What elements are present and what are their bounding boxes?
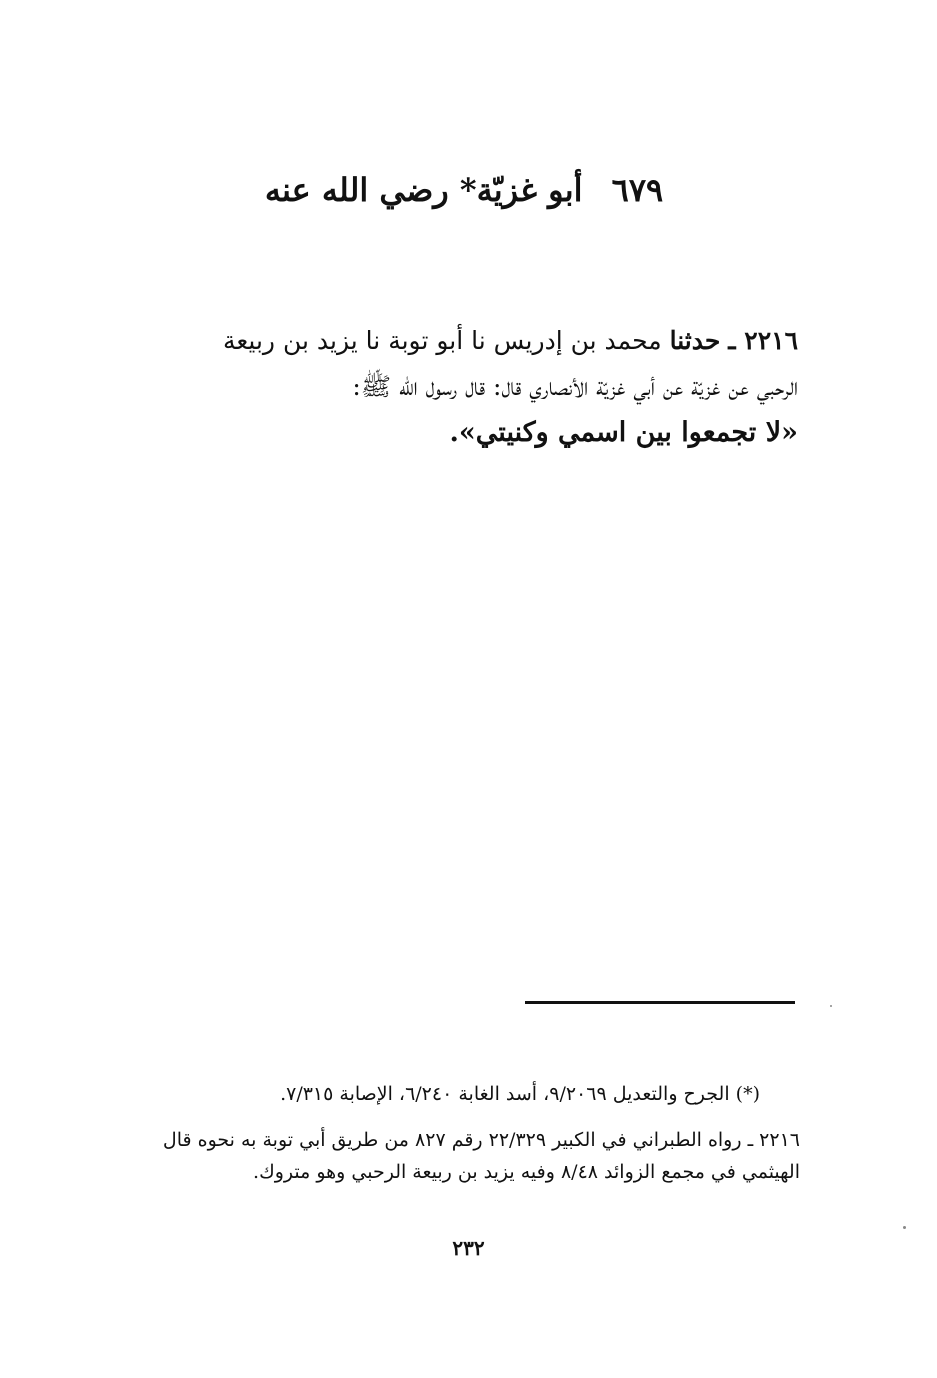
hadith-lead-word: حدثنا (669, 326, 721, 355)
chapter-heading (120, 168, 808, 212)
footnote-separator (525, 1001, 795, 1004)
footnotes (118, 1078, 800, 1188)
scan-speck (903, 1226, 906, 1229)
footnote-takhrij-line-1: ٢٢١٦ ـ رواه الطبراني في الكبير ٢٢/٣٢٩ رقم ٨٢٧ من طريق أبي توبة به نحوه قال (162, 1129, 800, 1151)
hadith-line-2: الرحبي عن غزيّة عن أبي غزيّة الأنصاري قال: قال رسول الله ﷺ: (352, 372, 798, 401)
hadith-line-1 (118, 318, 798, 364)
hadith-text (118, 318, 798, 456)
footnote-takhrij-line-2: الهيثمي في مجمع الزوائد ٨/٤٨ وفيه يزيد بن ربيعة الرحبي وهو متروك. (253, 1161, 800, 1183)
hadith-isnad-1: محمد بن إدريس نا أبو توبة نا يزيد بن ربيعة (222, 326, 662, 355)
hadith-number: ٢٢١٦ ـ (728, 326, 798, 355)
hadith-matn: «لا تجمعوا بين اسمي وكنيتي». (449, 417, 798, 448)
chapter-title-text: أبو غزيّة* رضي الله عنه (264, 171, 583, 209)
scan-speck (830, 1005, 832, 1007)
chapter-number: ٦٧٩ (611, 171, 664, 209)
hadith-line-3 (118, 410, 798, 456)
page-number: ٢٣٢ (452, 1236, 485, 1260)
footnote-biography: (*) الجرح والتعديل ٩/٢٠٦٩، أسد الغابة ٦/٢٤٠، الإصابة ٧/٣١٥. (280, 1083, 760, 1105)
